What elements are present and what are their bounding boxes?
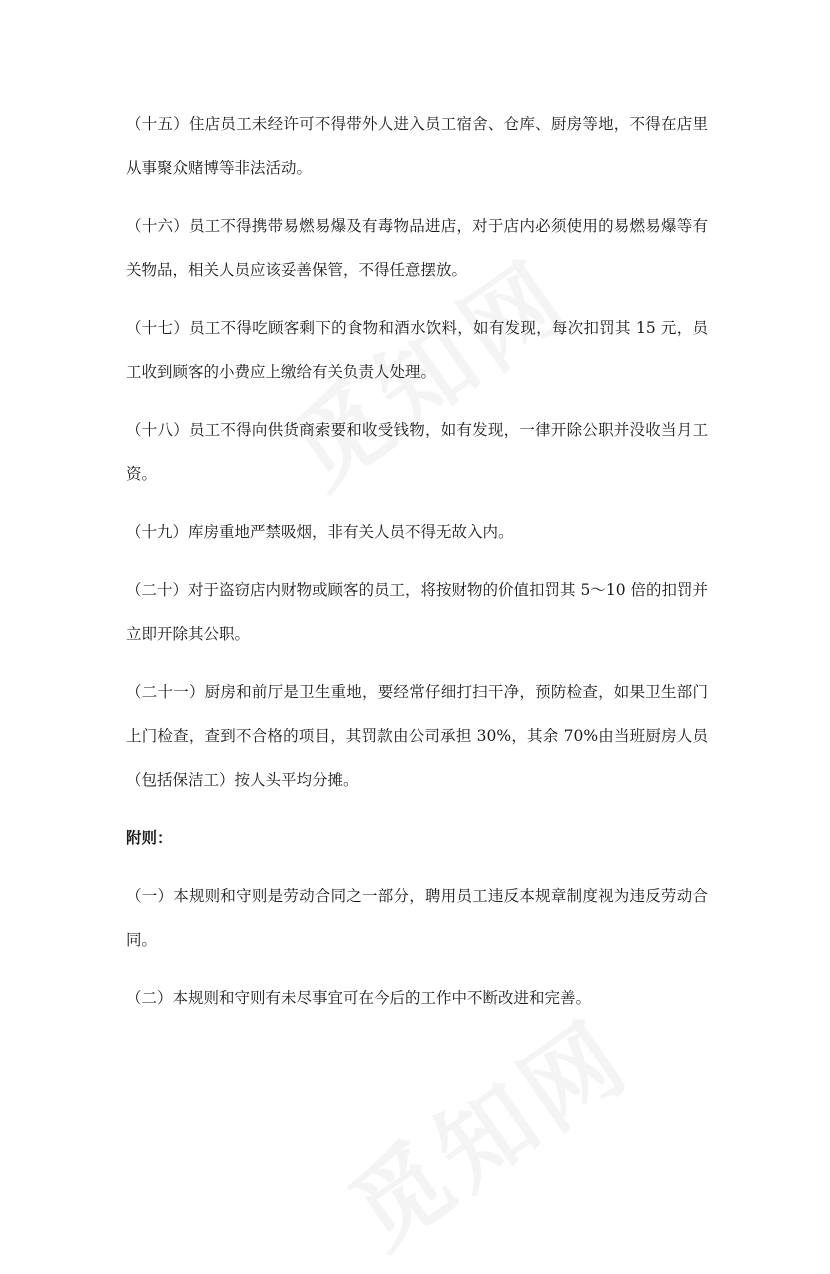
paragraph-16: （十六）员工不得携带易燃易爆及有毒物品进店，对于店内必须使用的易燃易爆等有关物品，相关人员应该妥善保管，不得任意摆放。: [126, 217, 708, 279]
paragraph-20: （二十）对于盗窃店内财物或顾客的员工，将按财物的价值扣罚其 5～10 倍的扣罚并立即开除其公职。: [126, 581, 708, 643]
paragraph-18: （十八）员工不得向供货商索要和收受钱物，如有发现，一律开除公职并没收当月工资。: [126, 421, 708, 483]
paragraph-19: （十九）库房重地严禁吸烟，非有关人员不得无故入内。: [126, 523, 514, 541]
paragraph-17: （十七）员工不得吃顾客剩下的食物和酒水饮料，如有发现，每次扣罚其 15 元，员工收到顾客的小费应上缴给有关负责人处理。: [126, 319, 708, 381]
paragraph-15: （十五）住店员工未经许可不得带外人进入员工宿舍、仓库、厨房等地，不得在店里从事聚众赌博等非法活动。: [126, 115, 708, 177]
appendix-item-1: （一）本规则和守则是劳动合同之一部分，聘用员工违反本规章制度视为违反劳动合同。: [126, 887, 708, 949]
paragraph-21: （二十一）厨房和前厅是卫生重地，要经常仔细打扫干净，预防检查，如果卫生部门上门检查，查到不合格的项目，其罚款由公司承担 30%，其余 70%由当班厨房人员（包括保洁工）按人头平均分摊。: [126, 683, 708, 789]
document-body: [126, 102, 708, 1034]
appendix-item-2: （二）本规则和守则有未尽事宜可在今后的工作中不断改进和完善。: [126, 989, 592, 1007]
appendix-heading: 附则：: [126, 828, 173, 847]
